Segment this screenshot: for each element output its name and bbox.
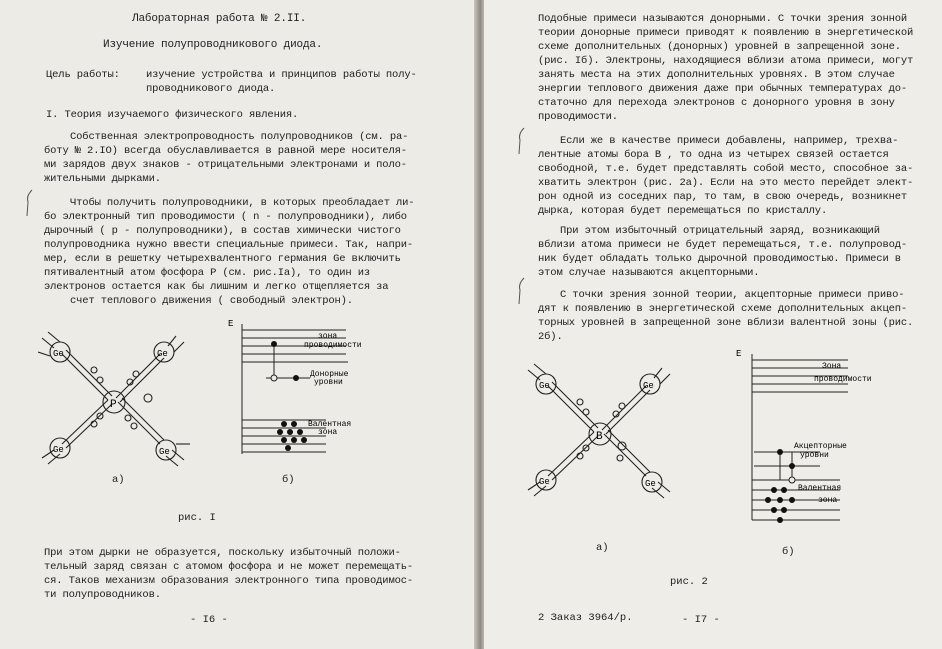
para3-line: При этом дырки не образуется, поскольку избыточный положи- — [44, 547, 401, 559]
pencil-mark-icon — [514, 126, 530, 156]
atom-ge-label: Ge — [53, 445, 64, 455]
para2-line: рон одной из соседних пар, то там, в свою очередь, возникнет — [538, 191, 908, 203]
section-heading: I. Теория изучаемого физического явления. — [46, 109, 299, 121]
band-conduction-label: проводимости — [814, 375, 872, 384]
figure1b-label: б) — [282, 474, 295, 486]
para2-line: счет теплового движения ( свободный электрон). — [70, 295, 353, 307]
atom-ge-label: Ge — [159, 447, 170, 457]
band-conduction-label: проводимости — [304, 341, 362, 350]
lab-header: Лабораторная работа № 2.II. — [132, 13, 307, 25]
atom-ge-label: Ge — [539, 381, 550, 391]
order-footer: 2 Заказ 3964/р. — [538, 612, 633, 624]
para1-line: ми зарядов двух знаков - отрицательными электронами и поло- — [44, 159, 407, 171]
atom-ge-label: Ge — [53, 349, 64, 359]
para2-line: хватить электрон (рис. 2а). Если на это место перейдет элект- — [538, 177, 914, 189]
energy-axis-label: E — [736, 349, 742, 359]
para3-line: тельный заряд связан с атомом фосфора и не может перемещать- — [44, 561, 414, 573]
figure1-caption: рис. I — [178, 512, 216, 524]
para1-line: занять места на этих дополнительных уровнях. В этом случае — [538, 69, 895, 81]
para2-line: лентные атомы бора B , то одна из четырех связей остается — [538, 149, 889, 161]
para1-line: жительными дырками. — [44, 173, 161, 185]
pencil-mark-icon — [22, 188, 38, 218]
band-conduction-label: зона — [318, 332, 338, 341]
para1-line: (рис. Iб). Электроны, находящиеся вблизи атома примеси, могут — [538, 55, 914, 67]
para4-line: С точки зрения зонной теории, акцепторные примеси приво- — [560, 289, 905, 301]
pencil-mark-icon — [514, 276, 530, 306]
para1-line: статочно для перехода электронов с донорного уровня в зону — [538, 97, 895, 109]
para2-line: мер, если в решетку четырехвалентного германия Ge включить — [44, 253, 401, 265]
atom-ge-label: Ge — [539, 477, 550, 487]
para2-line: Если же в качестве примеси добавлены, например, трехва- — [560, 135, 899, 147]
figure2b-label: б) — [782, 546, 795, 558]
goal-line-1: изучение устройства и принципов работы полу- — [146, 69, 417, 81]
band-valence-label: Валентная — [798, 484, 842, 493]
page-number: - I6 - — [190, 614, 228, 626]
para1-line: Собственная электропроводность полупроводников (см. ра- — [70, 131, 409, 143]
band-conduction-label: Зона — [822, 362, 842, 371]
para3-line: При этом избыточный отрицательный заряд, возникающий — [560, 225, 880, 237]
donor-levels-label: уровни — [314, 378, 343, 387]
figure1a-lattice — [38, 318, 208, 468]
para3-line: ся. Таков механизм образования электронного типа проводимос- — [44, 575, 414, 587]
energy-axis-label: E — [228, 319, 234, 329]
para3-line: вблизи атома примеси не будет перемещаться, т.е. полупровод- — [538, 239, 908, 251]
para1-line: схеме дополнительных (донорных) уровней в запрещенной зоне. — [538, 41, 901, 53]
para3-line: ти полупроводников. — [44, 589, 161, 601]
atom-ge-label: Ge — [643, 381, 654, 391]
figure2a-label: а) — [596, 542, 609, 554]
para4-line: торных уровней в запрещенной зоне вблизи валентной зоны (рис. — [538, 317, 914, 329]
figure2a-lattice — [524, 350, 694, 500]
para1-line: теории донорные примеси приводят к появлению в энергетической — [538, 27, 914, 39]
atom-p-label: P — [110, 399, 117, 411]
para3-line: этом случае называются акцепторными. — [538, 267, 760, 279]
acceptor-levels-label: уровни — [800, 451, 829, 460]
para2-line: дырочный ( p - полупроводники), в состав химически чистого — [44, 225, 401, 237]
atom-b-label: B — [596, 431, 603, 443]
atom-ge-label: Ge — [157, 349, 168, 359]
para2-line: пятивалентный атом фосфора P (см. рис.Iа), то один из — [44, 267, 371, 279]
goal-line-2: проводникового диода. — [146, 83, 276, 95]
atom-ge-label: Ge — [645, 479, 656, 489]
figure1b-band-diagram — [226, 312, 376, 462]
para1-line: боту № 2.IO) всегда обуславливается в равной мере носителя- — [44, 145, 407, 157]
page-number: - I7 - — [682, 614, 720, 626]
acceptor-levels-label: Акцепторные — [794, 442, 847, 451]
para2-line: электронов остается как бы лишним и легко отщепляется за — [44, 281, 389, 293]
para2-line: дырка, которая будет перемещаться по кристаллу. — [538, 205, 828, 217]
para2-line: полупроводника нужно ввести специальные примеси. Так, напри- — [44, 239, 414, 251]
para3-line: ник будет обладать только дырочной проводимостью. Примеси в — [538, 253, 901, 265]
para1-line: проводимости. — [538, 111, 618, 123]
band-valence-label: зона — [318, 428, 338, 437]
para4-line: дят к появлению в энергетической схеме дополнительных акцеп- — [538, 303, 908, 315]
para1-line: энергии теплового движения даже при обычных температурах до- — [538, 83, 908, 95]
donor-levels-label: Донорные — [310, 370, 349, 379]
goal-label: Цель работы: — [46, 69, 120, 81]
right-page — [484, 0, 942, 649]
para4-line: 2б). — [538, 331, 563, 343]
para1-line: Подобные примеси называются донорными. С точки зрения зонной — [538, 13, 908, 25]
para2-line: свободной, т.е. будет представлять собой место, способное за- — [538, 163, 914, 175]
band-valence-label: зона — [818, 496, 838, 505]
figure1a-label: а) — [112, 474, 125, 486]
figure2b-band-diagram — [734, 344, 884, 524]
para2-line: Чтобы получить полупроводники, в которых преобладает ли- — [70, 197, 415, 209]
page-title: Изучение полупроводникового диода. — [103, 39, 323, 51]
figure2-caption: рис. 2 — [670, 576, 708, 588]
para2-line: бо электронный тип проводимости ( n - полупроводники), либо — [44, 211, 407, 223]
band-valence-label: Валентная — [308, 420, 352, 429]
